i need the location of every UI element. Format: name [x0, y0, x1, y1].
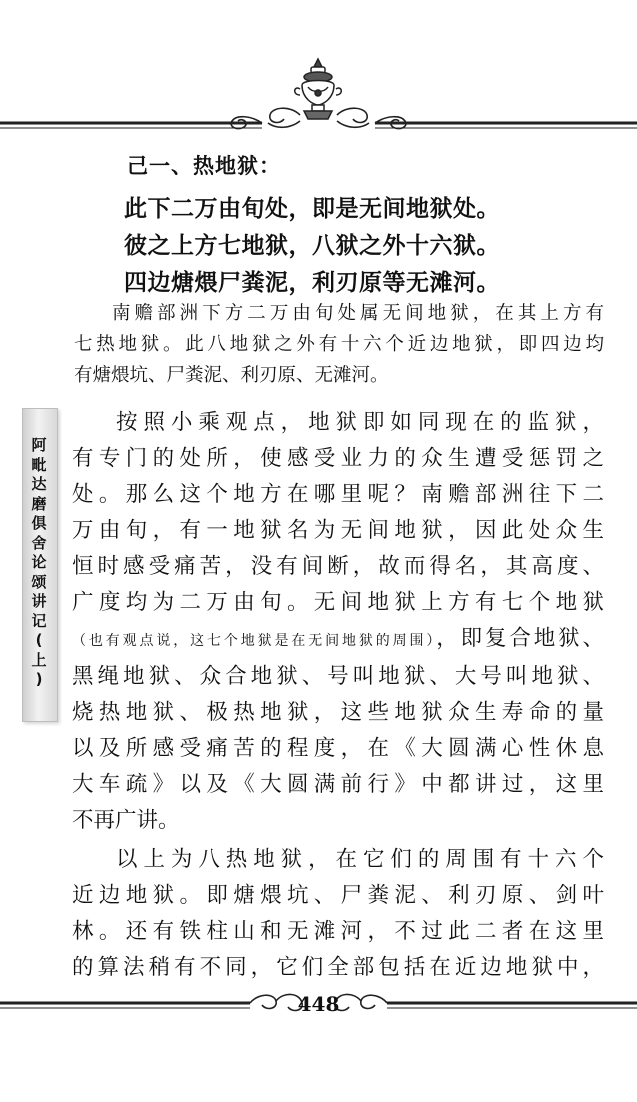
text-line: 广度均为二万由旬。无间地狱上方有七个地狱 — [72, 590, 604, 615]
text-line: 有煻煨坑、尸粪泥、利刃原、无滩河。 — [74, 365, 389, 386]
text-line: 有专门的处所，使感受业力的众生遭受惩罚之 — [72, 446, 604, 471]
text-line: 大车疏》以及《大圆满前行》中都讲过，这里 — [72, 772, 604, 797]
cloud-scroll-right-icon — [337, 108, 406, 128]
text-segment: ，即复合地狱、 — [436, 626, 604, 651]
treasure-vase-icon — [295, 59, 342, 119]
text-line: 按照小乘观点，地狱即如同现在的监狱， — [116, 410, 604, 435]
verse-line: 彼之上方七地狱，八狱之外十六狱。 — [124, 233, 500, 259]
text-line: 以及所感受痛苦的程度，在《大圆满心性休息 — [72, 736, 604, 761]
paragraph — [72, 842, 604, 986]
verse-line: 此下二万由旬处，即是无间地狱处。 — [124, 196, 500, 222]
text-line: 的算法稍有不同，它们全部包括在近边地狱中， — [72, 955, 604, 980]
inline-note: （也有观点说，这七个地狱是在无间地狱的周围） — [72, 633, 437, 649]
text-line: 近边地狱。即煻煨坑、尸粪泥、利刃原、剑叶 — [72, 883, 604, 908]
text-line: 林。还有铁柱山和无滩河，不过此二者在这里 — [72, 919, 604, 944]
cloud-scroll-left-icon — [231, 108, 300, 128]
text-line: 南赡部洲下方二万由旬处属无间地狱，在其上方有 — [112, 303, 604, 324]
side-book-title: 阿 毗 达 磨 俱 舍 论 颂 讲 记 ( 上 ) — [31, 436, 47, 688]
header-ornament — [0, 55, 637, 135]
text-line: 黑绳地狱、众合地狱、号叫地狱、大号叫地狱、 — [72, 664, 604, 689]
text-line-with-note — [72, 621, 604, 659]
page-number: 448 — [297, 992, 340, 1016]
verse-commentary — [74, 298, 604, 391]
verse-line: 四边煻煨尸粪泥，利刃原等无滩河。 — [124, 270, 500, 296]
text-line: 以上为八热地狱，在它们的周围有十六个 — [116, 847, 604, 872]
text-line: 烧热地狱、极热地狱，这些地狱众生寿命的量 — [72, 700, 604, 725]
section-heading: 己一、热地狱： — [127, 154, 281, 178]
text-line: 万由旬，有一地狱名为无间地狱，因此处众生 — [72, 518, 604, 543]
paragraph — [72, 405, 604, 839]
text-line: 七热地狱。此八地狱之外有十六个近边地狱，即四边均 — [74, 334, 604, 355]
text-line: 不再广讲。 — [72, 808, 180, 833]
text-line: 恒时感受痛苦，没有间断，故而得名，其高度、 — [72, 554, 604, 579]
text-line: 处。那么这个地方在哪里呢？南赡部洲往下二 — [72, 482, 604, 507]
